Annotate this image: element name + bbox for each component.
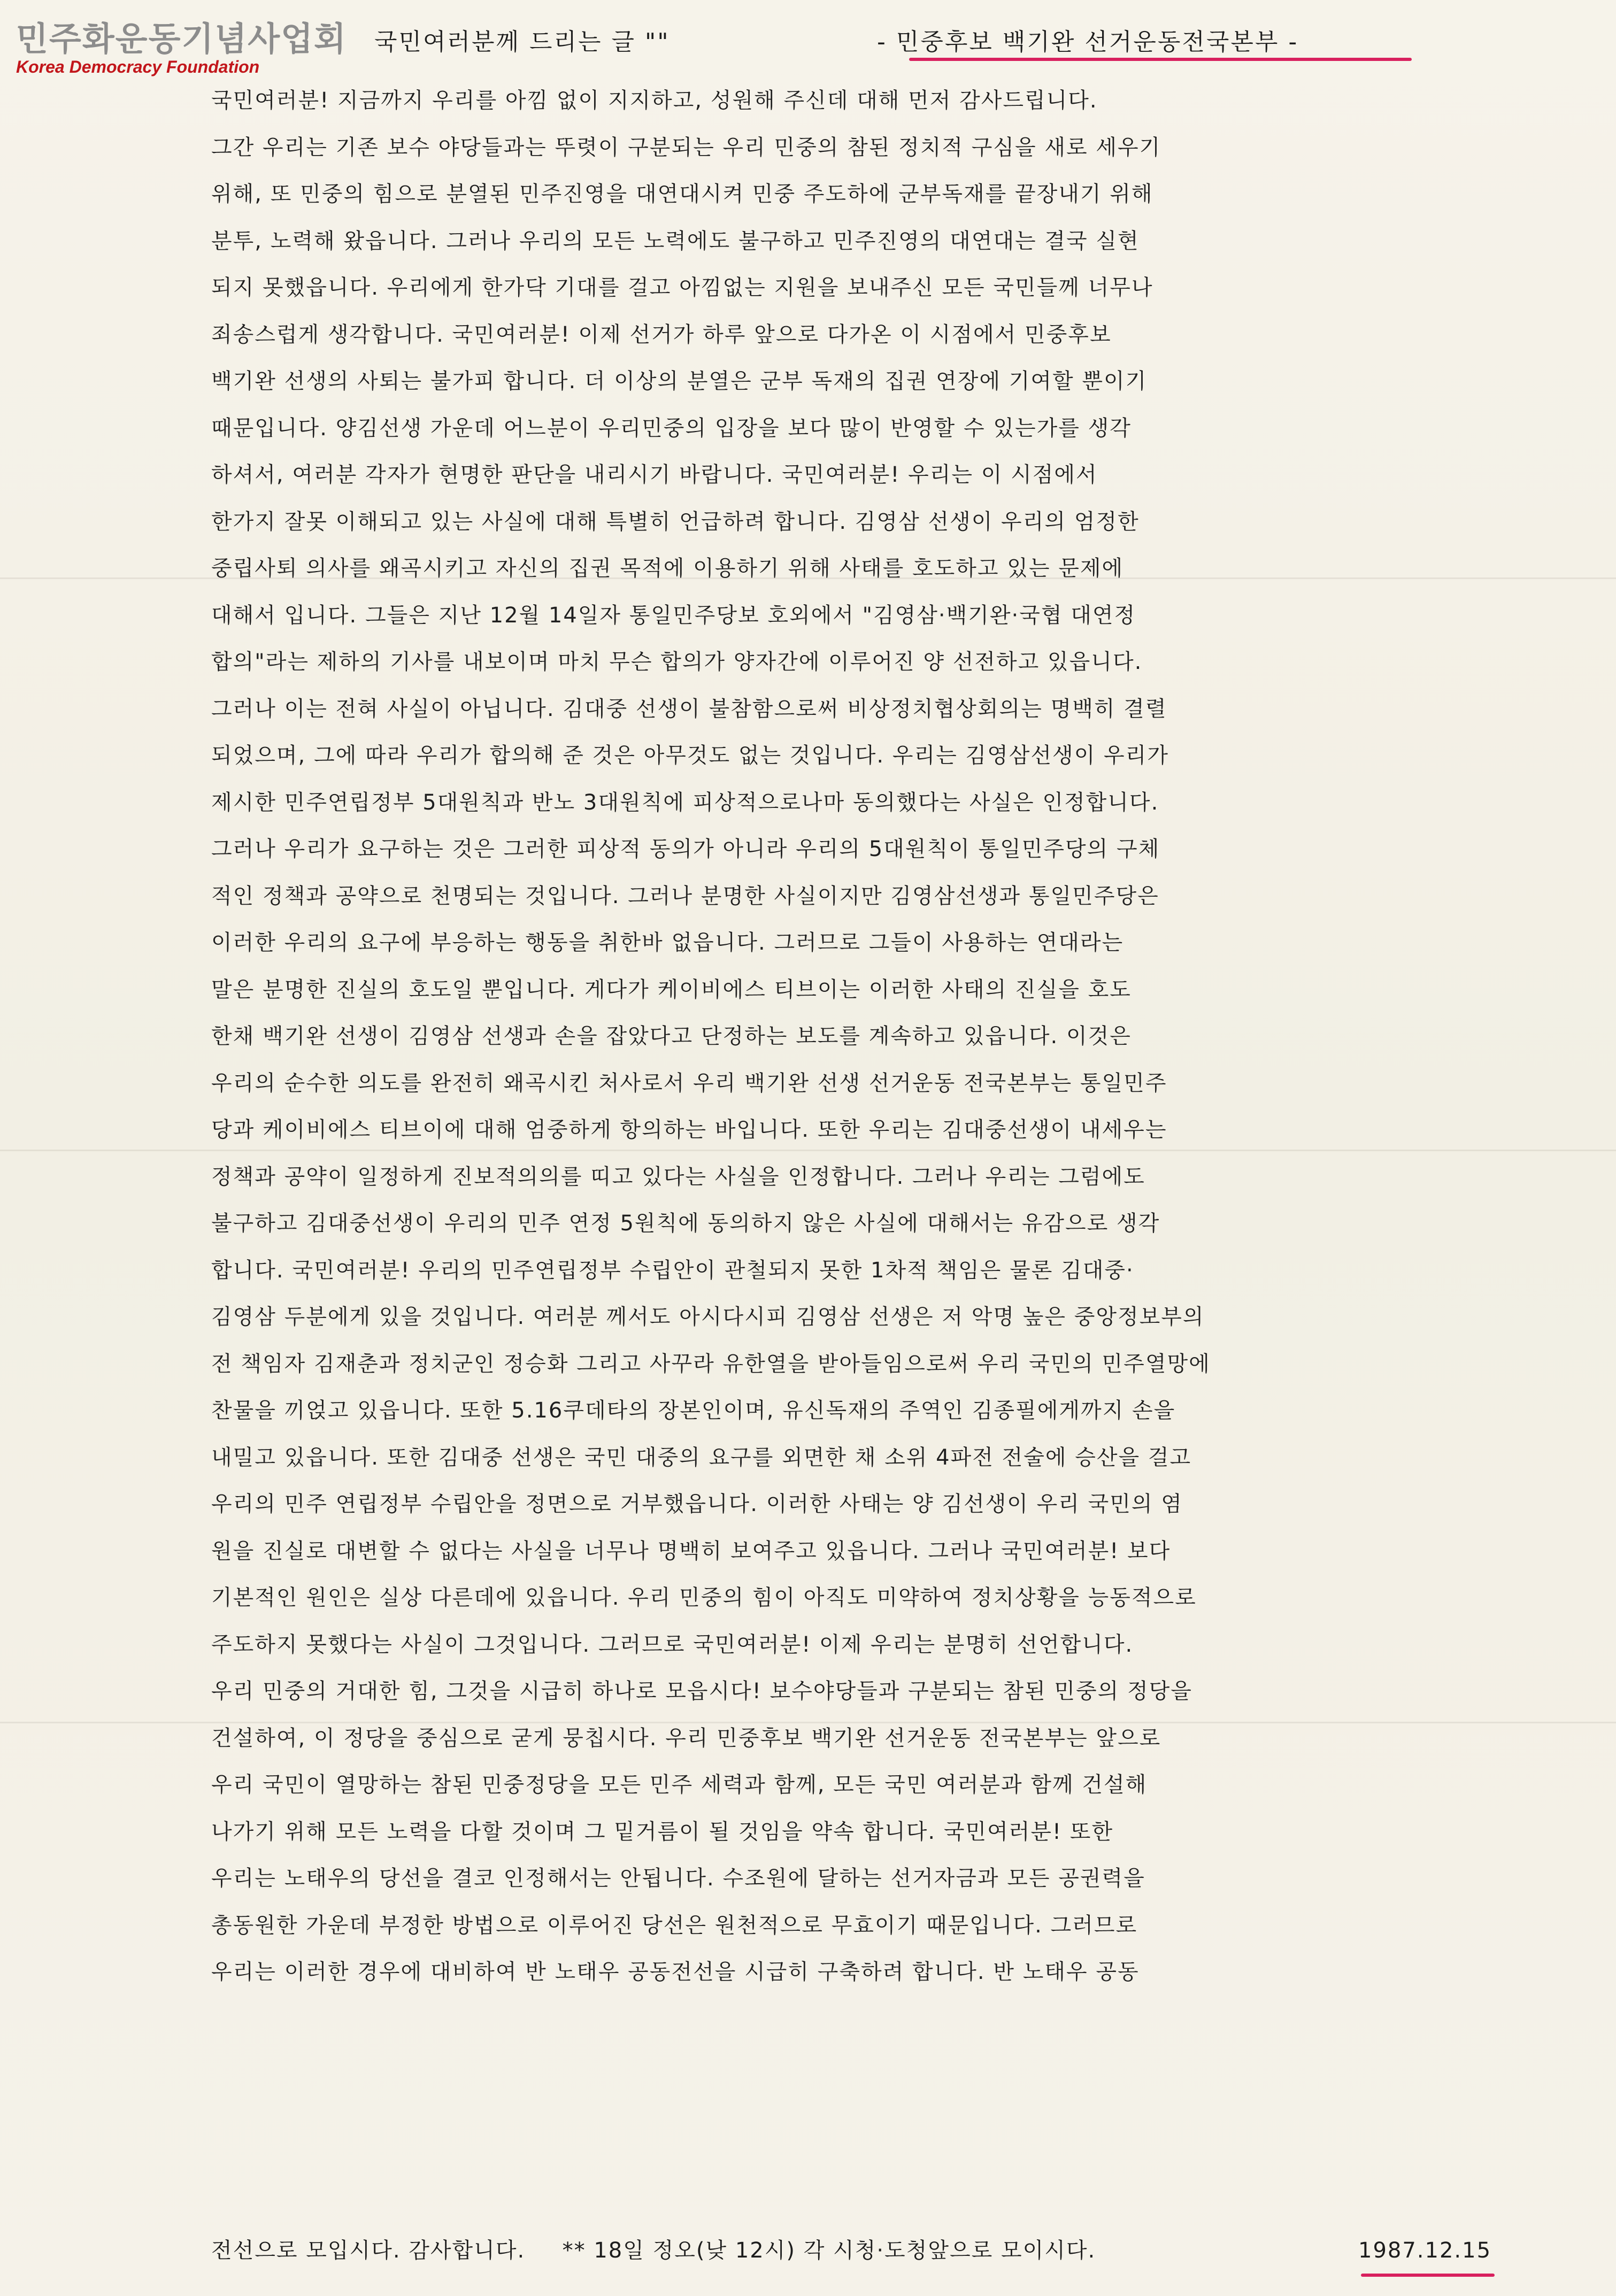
body-line: 백기완 선생의 사퇴는 불가피 합니다. 더 이상의 분열은 군부 독재의 집권 연장에 기여할 뿐이기 — [211, 369, 1148, 394]
body-line: 우리 국민이 열망하는 참된 민중정당을 모든 민주 세력과 함께, 모든 국민 여러분과 함께 건설해 — [211, 1773, 1148, 1797]
body-line: 그러나 이는 전혀 사실이 아닙니다. 김대중 선생이 불참함으로써 비상정치협상회의는 명백히 결렬 — [211, 696, 1167, 721]
body-line: 우리는 이러한 경우에 대비하여 반 노태우 공동전선을 시급히 구축하려 합니다. 반 노태우 공동 — [211, 1960, 1140, 1984]
document-date: 1987.12.15 — [1358, 2238, 1492, 2263]
body-line: 합니다. 국민여러분! 우리의 민주연립정부 수립안이 관철되지 못한 1차적 책임은 물론 김대중· — [211, 1258, 1134, 1283]
footer-line — [211, 2228, 1096, 2275]
body-line: 국민여러분! 지금까지 우리를 아낌 없이 지지하고, 성원해 주신데 대해 먼저 감사드립니다. — [211, 88, 1098, 113]
body-line: 제시한 민주연립정부 5대원칙과 반노 3대원칙에 피상적으로나마 동의했다는 사실은 인정합니다. — [211, 790, 1159, 815]
body-line: 되었으며, 그에 따라 우리가 합의해 준 것은 아무것도 없는 것입니다. 우리는 김영삼선생이 우리가 — [211, 743, 1169, 768]
body-line: 당과 케이비에스 티브이에 대해 엄중하게 항의하는 바입니다. 또한 우리는 김대중선생이 내세우는 — [211, 1118, 1167, 1142]
body-line: 전 책임자 김재춘과 정치군인 정승화 그리고 사꾸라 유한열을 받아들임으로써 우리 국민의 민주열망에 — [211, 1351, 1211, 1376]
body-line: 한가지 잘못 이해되고 있는 사실에 대해 특별히 언급하려 합니다. 김영삼 선생이 우리의 엄정한 — [211, 509, 1140, 534]
organization-underline — [909, 58, 1412, 61]
body-line: 죄송스럽게 생각합니다. 국민여러분! 이제 선거가 하루 앞으로 다가온 이 시점에서 민중후보 — [211, 322, 1112, 347]
logo-english-text: Korea Democracy Foundation — [16, 57, 260, 77]
body-line: 그간 우리는 기존 보수 야당들과는 뚜렷이 구분되는 우리 민중의 참된 정치적 구심을 새로 세우기 — [211, 135, 1161, 160]
date-underline — [1361, 2274, 1495, 2277]
body-line: 우리의 민주 연립정부 수립안을 정면으로 거부했읍니다. 이러한 사태는 양 김선생이 우리 국민의 염 — [211, 1492, 1183, 1516]
closing-text: 전선으로 모입시다. 감사합니다. — [211, 2238, 526, 2263]
body-line: 대해서 입니다. 그들은 지난 12월 14일자 통일민주당보 호외에서 "김영삼·백기완·국협 대연정 — [211, 603, 1136, 628]
body-line: 정책과 공약이 일정하게 진보적의의를 띠고 있다는 사실을 인정합니다. 그러나 우리는 그럼에도 — [211, 1164, 1145, 1189]
body-line: 적인 정책과 공약으로 천명되는 것입니다. 그러나 분명한 사실이지만 김영삼선생과 통일민주당은 — [211, 883, 1159, 908]
body-line: 그러나 우리가 요구하는 것은 그러한 피상적 동의가 아니라 우리의 5대원칙이 통일민주당의 구체 — [211, 837, 1160, 861]
body-line: 원을 진실로 대변할 수 없다는 사실을 너무나 명백히 보여주고 있읍니다. 그러나 국민여러분! 보다 — [211, 1538, 1171, 1563]
body-line: 하셔서, 여러분 각자가 현명한 판단을 내리시기 바랍니다. 국민여러분! 우리는 이 시점에서 — [211, 463, 1098, 487]
body-line: 총동원한 가운데 부정한 방법으로 이루어진 당선은 원천적으로 무효이기 때문입니다. 그러므로 — [211, 1913, 1138, 1938]
body-line: 찬물을 끼얹고 있읍니다. 또한 5.16쿠데타의 장본인이며, 유신독재의 주역인 김종필에게까지 손을 — [211, 1398, 1176, 1423]
body-line: 내밀고 있읍니다. 또한 김대중 선생은 국민 대중의 요구를 외면한 채 소위 4파전 전술에 승산을 걸고 — [211, 1445, 1192, 1470]
body-line: 한채 백기완 선생이 김영삼 선생과 손을 잡았다고 단정하는 보도를 계속하고 있읍니다. 이것은 — [211, 1024, 1132, 1049]
body-line: 우리는 노태우의 당선을 결코 인정해서는 안됩니다. 수조원에 달하는 선거자금과 모든 공권력을 — [211, 1866, 1145, 1891]
rally-notice: ** 18일 정오(낮 12시) 각 시청·도청앞으로 모이시다. — [562, 2238, 1096, 2263]
body-line: 건설하여, 이 정당을 중심으로 굳게 뭉칩시다. 우리 민중후보 백기완 선거운동 전국본부는 앞으로 — [211, 1725, 1161, 1751]
body-line: 중립사퇴 의사를 왜곡시키고 자신의 집권 목적에 이용하기 위해 사태를 호도하고 있는 문제에 — [211, 556, 1124, 581]
body-line: 불구하고 김대중선생이 우리의 민주 연정 5원칙에 동의하지 않은 사실에 대해서는 유감으로 생각 — [211, 1211, 1160, 1236]
body-line: 기본적인 원인은 실상 다른데에 있읍니다. 우리 민중의 힘이 아직도 미약하여 정치상황을 능동적으로 — [211, 1585, 1197, 1610]
body-line: 되지 못했읍니다. 우리에게 한가닥 기대를 걸고 아낌없는 지원을 보내주신 모든 국민들께 너무나 — [211, 275, 1153, 300]
body-line: 위해, 또 민중의 힘으로 분열된 민주진영을 대연대시켜 민중 주도하에 군부독재를 끝장내기 위해 — [211, 182, 1153, 206]
letter-body — [211, 78, 1602, 1996]
logo-korean-text: 민주화운동기념사업회 — [16, 19, 347, 58]
body-line: 김영삼 두분에게 있을 것입니다. 여러분 께서도 아시다시피 김영삼 선생은 저 악명 높은 중앙정보부의 — [211, 1305, 1205, 1329]
body-line: 이러한 우리의 요구에 부응하는 행동을 취한바 없읍니다. 그러므로 그들이 사용하는 연대라는 — [211, 930, 1124, 955]
body-line: 우리 민중의 거대한 힘, 그것을 시급히 하나로 모읍시다! 보수야당들과 구분되는 참된 민중의 정당을 — [211, 1679, 1192, 1704]
body-line: 합의"라는 제하의 기사를 내보이며 마치 무슨 합의가 양자간에 이루어진 양 선전하고 있읍니다. — [211, 650, 1143, 674]
body-line: 나가기 위해 모든 노력을 다할 것이며 그 밑거름이 될 것임을 약속 합니다. 국민여러분! 또한 — [211, 1819, 1114, 1844]
organization-name: - 민중후보 백기완 선거운동전국본부 - — [877, 28, 1299, 56]
body-line: 때문입니다. 양김선생 가운데 어느분이 우리민중의 입장을 보다 많이 반영할 수 있는가를 생각 — [211, 415, 1132, 441]
body-line: 분투, 노력해 왔읍니다. 그러나 우리의 모든 노력에도 불구하고 민주진영의 대연대는 결국 실현 — [211, 228, 1140, 253]
body-line: 주도하지 못했다는 사실이 그것입니다. 그러므로 국민여러분! 이제 우리는 분명히 선언합니다. — [211, 1632, 1134, 1657]
body-line: 말은 분명한 진실의 호도일 뿐입니다. 게다가 케이비에스 티브이는 이러한 사태의 진실을 호도 — [211, 977, 1132, 1002]
document-title: 국민여러분께 드리는 글 "" — [374, 28, 670, 56]
body-line: 우리의 순수한 의도를 완전히 왜곡시킨 처사로서 우리 백기완 선생 선거운동 전국본부는 통일민주 — [211, 1070, 1167, 1096]
foundation-logo — [16, 21, 348, 77]
